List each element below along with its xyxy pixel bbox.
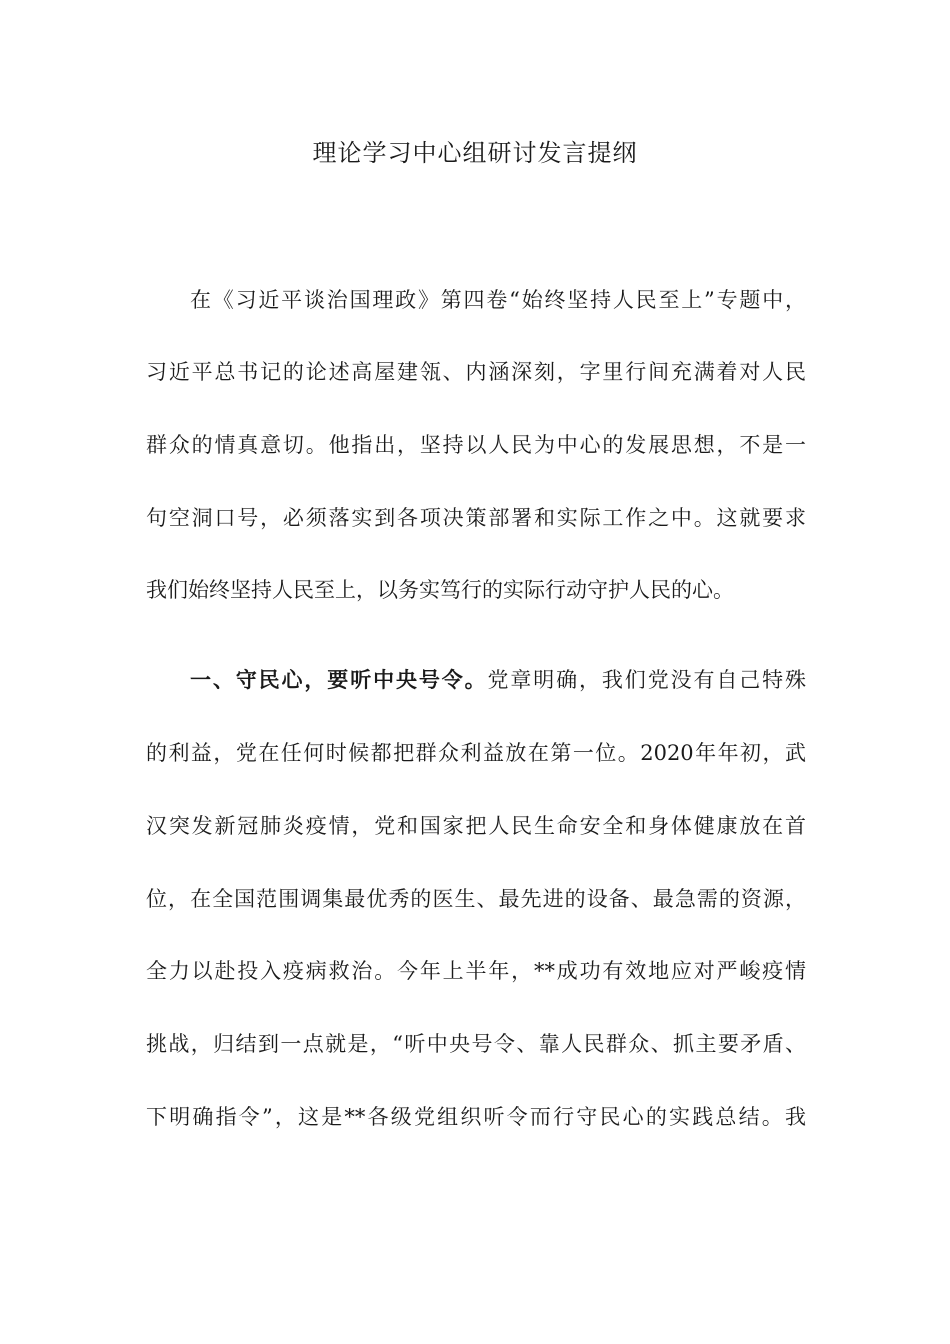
- section1-line-6: 挑战，归结到一点就是，“听中央号令、靠人民群众、抓主要矛盾、: [146, 1032, 806, 1056]
- section1-line-5: 全力以赴投入疫病救治。今年上半年，**成功有效地应对严峻疫情: [146, 959, 806, 983]
- intro-line-3: 群众的情真意切。他指出，坚持以人民为中心的发展思想，不是一: [146, 433, 806, 457]
- intro-line-5: 我们始终坚持人民至上，以务实笃行的实际行动守护人民的心。: [146, 578, 734, 602]
- section1-line-7: 下明确指令”，这是**各级党组织听令而行守民心的实践总结。我: [146, 1105, 806, 1129]
- section1-line-3: 汉突发新冠肺炎疫情，党和国家把人民生命安全和身体健康放在首: [146, 814, 806, 838]
- section1-first-line-text: 党章明确，我们党没有自己特殊: [487, 668, 806, 692]
- section1-line-4: 位，在全国范围调集最优秀的医生、最先进的设备、最急需的资源，: [146, 887, 806, 911]
- intro-line-2: 习近平总书记的论述高屋建瓴、内涵深刻，字里行间充满着对人民: [146, 360, 806, 384]
- document-title: 理论学习中心组研讨发言提纲: [312, 139, 638, 167]
- intro-line-1: 在《习近平谈治国理政》第四卷“始终坚持人民至上”专题中，: [190, 288, 806, 312]
- section1-line-2: 的利益，党在任何时候都把群众利益放在第一位。2020年年初，武: [146, 741, 806, 765]
- section1-first-line: [190, 665, 806, 695]
- section1-heading: 一、守民心，要听中央号令。: [190, 667, 488, 692]
- intro-line-4: 句空洞口号，必须落实到各项决策部署和实际工作之中。这就要求: [146, 506, 806, 530]
